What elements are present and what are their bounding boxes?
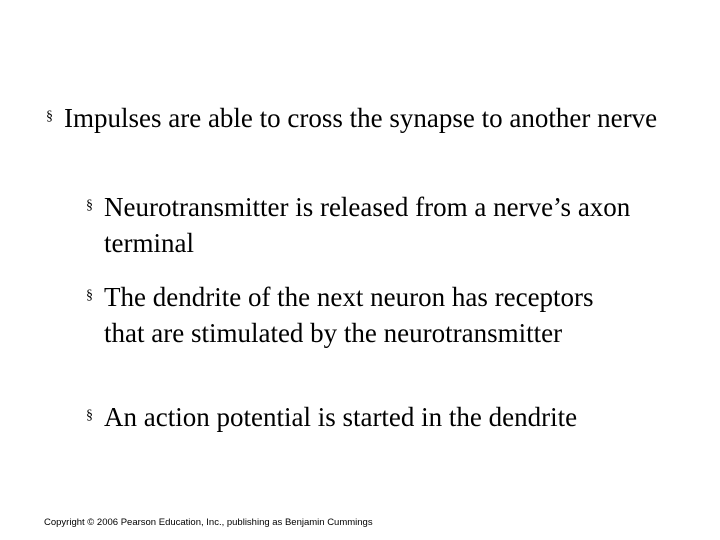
bullet-level1-impulses — [46, 100, 666, 136]
bullet-level2-dendrite-receptors — [86, 279, 626, 351]
bullet-marker-icon: § — [86, 408, 93, 423]
bullet-text: An action potential is started in the dendrite — [104, 402, 578, 432]
bullet-marker-icon: § — [46, 109, 53, 124]
bullet-text: Neurotransmitter is released from a nerve’s axon terminal — [104, 192, 631, 258]
bullet-marker-icon: § — [86, 198, 93, 213]
bullet-marker-icon: § — [86, 288, 93, 303]
bullet-text: Impulses are able to cross the synapse to another nerve — [64, 103, 658, 133]
copyright-footer: Copyright © 2006 Pearson Education, Inc., publishing as Benjamin Cummings — [44, 517, 373, 528]
bullet-level2-neurotransmitter — [86, 189, 686, 261]
bullet-level2-action-potential — [86, 399, 626, 435]
bullet-text: The dendrite of the next neuron has receptors that are stimulated by the neurotransmitter — [104, 282, 594, 348]
